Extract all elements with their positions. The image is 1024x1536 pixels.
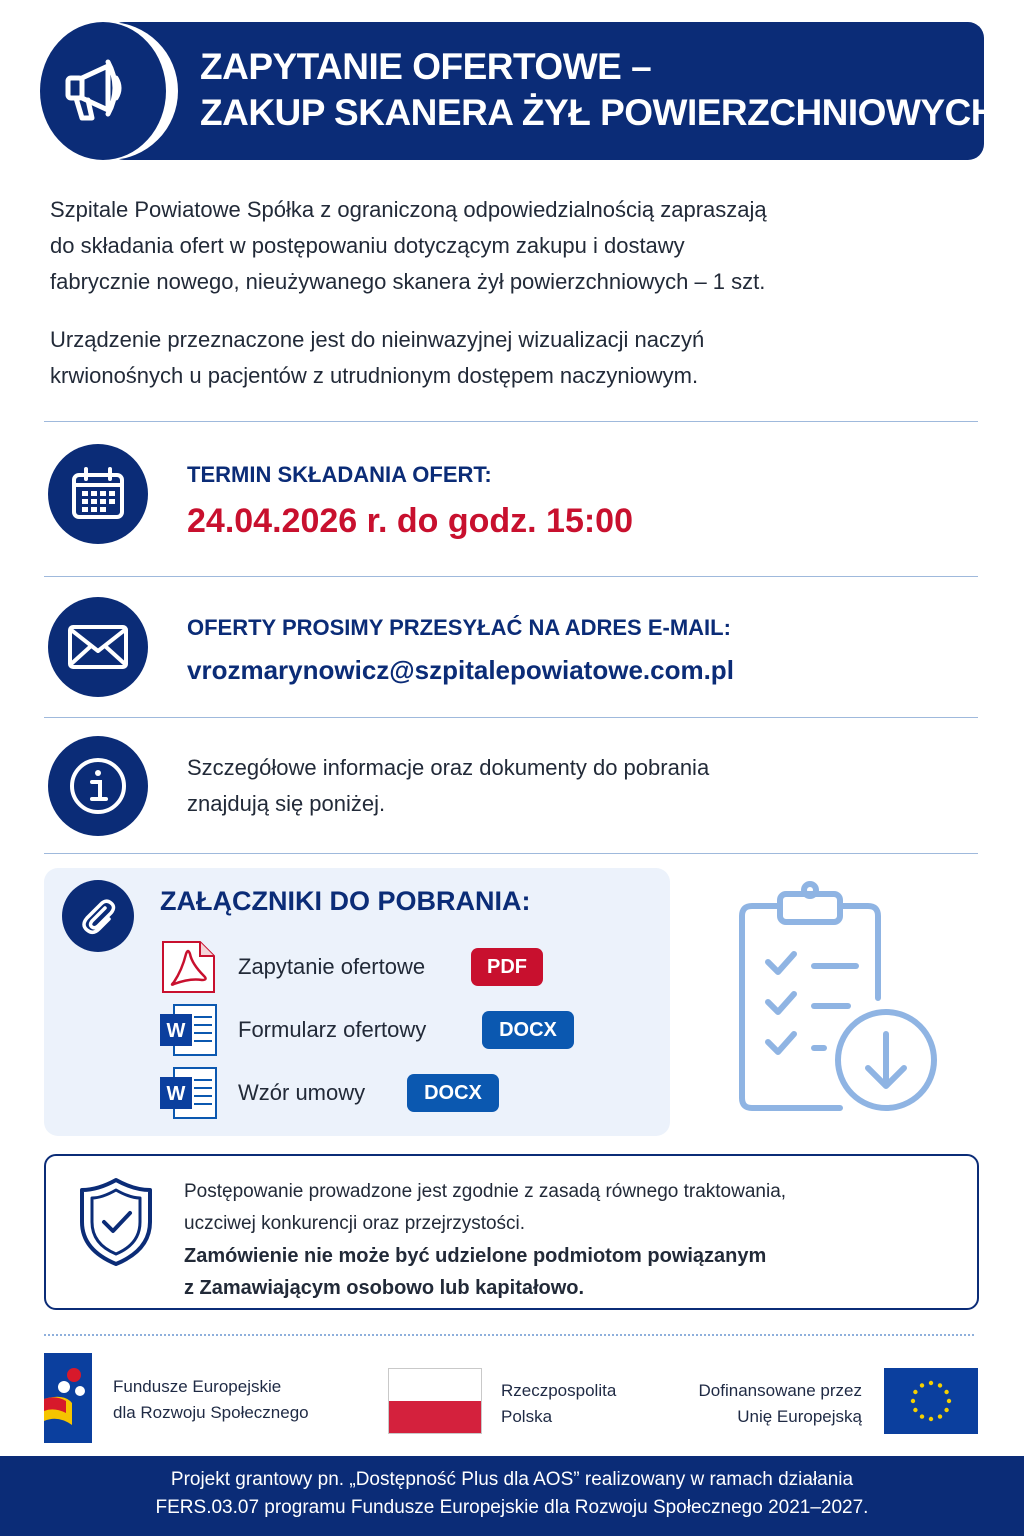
email-label: OFERTY PROSIMY PRZESYŁAĆ NA ADRES E-MAIL: bbox=[187, 615, 731, 640]
compliance-box bbox=[44, 1154, 979, 1310]
intro-line: do składania ofert w postępowaniu dotyczącym zakupu i dostawy bbox=[50, 233, 685, 258]
intro-line: fabrycznie nowego, nieużywanego skanera żył powierzchniowych – 1 szt. bbox=[50, 269, 766, 294]
info-icon bbox=[68, 756, 128, 816]
fe-logo-text bbox=[113, 1374, 309, 1426]
paperclip-icon-circle bbox=[62, 880, 134, 952]
info-line: Szczegółowe informacje oraz dokumenty do pobrania bbox=[187, 755, 710, 780]
svg-text:W: W bbox=[166, 1020, 186, 1042]
deadline-value: 24.04.2026 r. do godz. 15:00 bbox=[187, 502, 634, 540]
svg-text:W: W bbox=[166, 1083, 186, 1105]
footer bbox=[0, 1456, 1024, 1536]
info-text bbox=[187, 750, 709, 822]
dotted-divider bbox=[44, 1334, 974, 1336]
fe-logo-line: Fundusze Europejskie bbox=[113, 1377, 282, 1396]
eu-flag bbox=[884, 1368, 978, 1434]
header-icon-circle bbox=[40, 22, 166, 160]
info-icon-circle bbox=[48, 736, 148, 836]
attachment-row[interactable] bbox=[160, 1066, 640, 1120]
footer-line: FERS.03.07 programu Fundusze Europejskie dla Rozwoju Społecznego 2021–2027. bbox=[155, 1497, 869, 1518]
intro-line: Szpitale Powiatowe Spółka z ograniczoną odpowiedzialnością zapraszają bbox=[50, 197, 767, 222]
footer-line: Projekt grantowy pn. „Dostępność Plus dla AOS” realizowany w ramach działania bbox=[170, 1469, 854, 1490]
compliance-bold-line: Zamówienie nie może być udzielone podmiotom powiązanym bbox=[184, 1245, 767, 1267]
email-link[interactable]: vrozmarynowicz@szpitalepowiatowe.com.pl bbox=[187, 655, 734, 685]
paperclip-icon bbox=[78, 896, 118, 936]
attachment-name[interactable]: Zapytanie ofertowe bbox=[238, 954, 426, 979]
rp-logo-line: Rzeczpospolita bbox=[501, 1381, 617, 1400]
calendar-icon-circle bbox=[48, 444, 148, 544]
attachment-name[interactable]: Formularz ofertowy bbox=[238, 1017, 427, 1042]
title-line-1: ZAPYTANIE OFERTOWE – bbox=[200, 46, 652, 87]
compliance-bold-line: z Zamawiającym osobowo lub kapitałowo. bbox=[184, 1277, 585, 1299]
header-banner bbox=[40, 22, 997, 160]
attachment-row[interactable] bbox=[160, 940, 640, 994]
pdf-badge[interactable]: PDF bbox=[471, 948, 543, 986]
rp-logo-text bbox=[501, 1378, 616, 1430]
intro-paragraph-2 bbox=[50, 322, 950, 394]
megaphone-icon bbox=[64, 54, 142, 126]
divider bbox=[44, 421, 978, 422]
intro-line: krwionośnych u pacjentów z utrudnionym dostępem naczyniowym. bbox=[50, 363, 699, 388]
polish-flag bbox=[388, 1368, 482, 1434]
docx-badge[interactable]: DOCX bbox=[482, 1011, 574, 1049]
attachment-name[interactable]: Wzór umowy bbox=[238, 1080, 366, 1105]
attachments-title: ZAŁĄCZNIKI DO POBRANIA: bbox=[160, 886, 531, 916]
fe-logo-line: dla Rozwoju Społecznego bbox=[113, 1403, 309, 1422]
divider bbox=[44, 717, 978, 718]
intro-line: Urządzenie przeznaczone jest do nieinwazyjnej wizualizacji naczyń bbox=[50, 327, 705, 352]
intro-paragraph-1 bbox=[50, 192, 950, 300]
title-line-2: ZAKUP SKANERA ŻYŁ POWIERZCHNIOWYCH bbox=[200, 92, 997, 133]
clipboard-download-icon bbox=[736, 880, 942, 1120]
compliance-line: Postępowanie prowadzone jest zgodnie z zasadą równego traktowania, bbox=[184, 1181, 787, 1202]
envelope-icon-circle bbox=[48, 597, 148, 697]
info-line: znajdują się poniżej. bbox=[187, 791, 386, 816]
shield-check-icon bbox=[78, 1176, 154, 1268]
fe-logo bbox=[44, 1353, 94, 1443]
attachment-row[interactable] bbox=[160, 1003, 640, 1057]
compliance-line: uczciwej konkurencji oraz przejrzystości. bbox=[184, 1213, 526, 1234]
eu-logo-line: Unię Europejską bbox=[737, 1407, 862, 1426]
divider bbox=[44, 576, 978, 577]
rp-logo-line: Polska bbox=[501, 1407, 553, 1426]
envelope-icon bbox=[67, 624, 129, 670]
eu-logo-line: Dofinansowane przez bbox=[698, 1381, 862, 1400]
word-file-icon bbox=[160, 1066, 218, 1120]
deadline-label: TERMIN SKŁADANIA OFERT: bbox=[187, 462, 492, 487]
docx-badge[interactable]: DOCX bbox=[407, 1074, 499, 1112]
calendar-icon bbox=[69, 465, 127, 523]
word-file-icon bbox=[160, 1003, 218, 1057]
eu-logo-text bbox=[662, 1378, 862, 1430]
page-title bbox=[200, 44, 997, 136]
pdf-file-icon bbox=[160, 940, 216, 994]
divider bbox=[44, 853, 978, 854]
compliance-text bbox=[184, 1176, 944, 1304]
